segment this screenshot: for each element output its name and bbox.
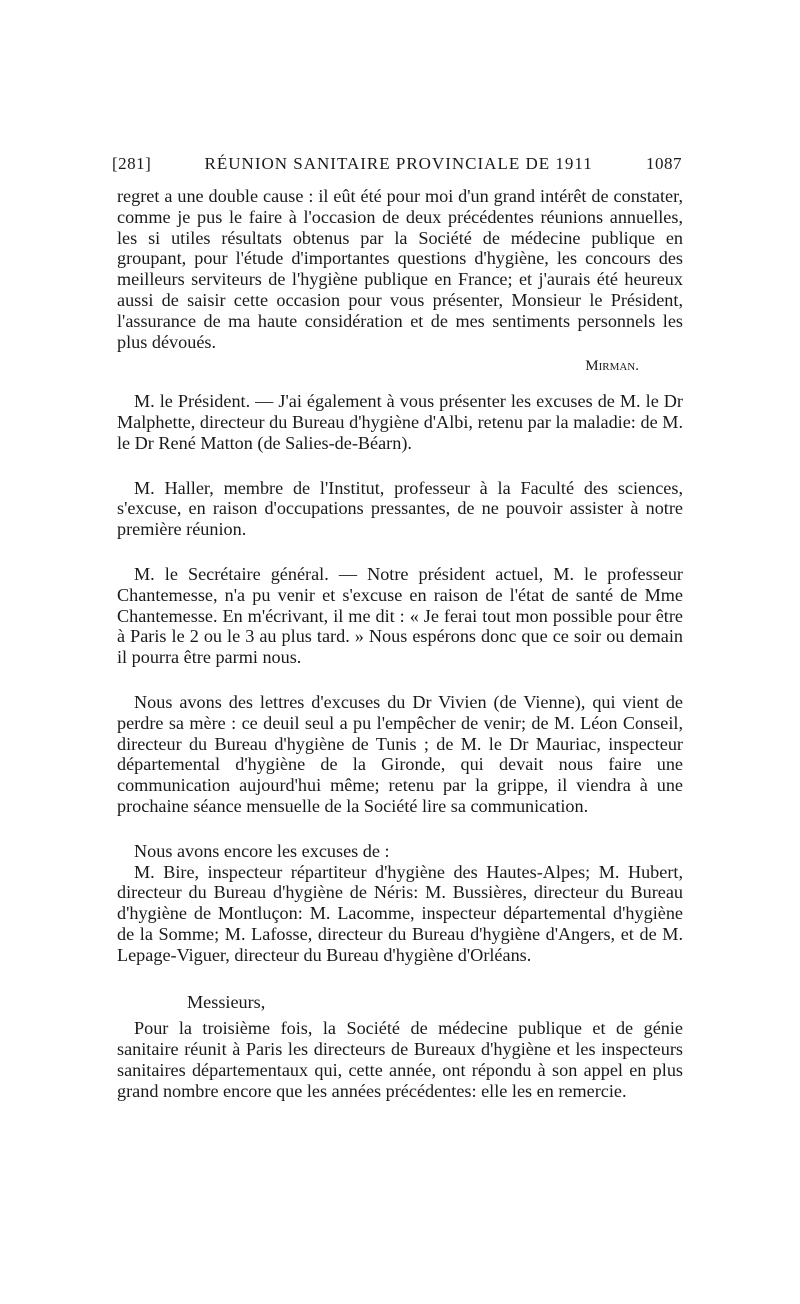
page-number: 1087 bbox=[645, 154, 682, 173]
running-title: RÉUNION SANITAIRE PROVINCIALE DE 1911 bbox=[204, 154, 593, 173]
paragraph-letters: Nous avons des lettres d'excuses du Dr Vivien (de Vienne), qui vient de perdre sa mère : ce deuil seul a pu l'empêcher de venir; de M. Léon Conseil, directeur du Bureau d'hygiène de Tunis ; de M. le Dr Mauriac, inspecteur départemental d'hygiène de la Gironde, qui devait nous faire une communication aujourd'hui même; retenu par la grippe, il viendra à une prochaine séance mensuelle de la Société lire sa communication. bbox=[117, 691, 683, 816]
page-reference: [281] bbox=[112, 154, 152, 173]
paragraph-excuses-list: M. Bire, inspecteur répartiteur d'hygiène des Hautes-Alpes; M. Hubert, directeur du Bureau d'hygiène de Néris: M. Bussières, directeur du Bureau d'hygiène de Montluçon: M. Lacomme, inspecteur départemental d'hygiène de la Somme; M. Lafosse, directeur du Bureau d'hygiène d'Angers, et de M. Lepage-Viguer, directeur du Bureau d'hygiène d'Orléans. bbox=[117, 861, 683, 965]
paragraph-excuses-intro: Nous avons encore les excuses de : bbox=[134, 840, 390, 861]
paragraph-secretary: M. le Secrétaire général. — Notre président actuel, M. le professeur Chantemesse, n'a pu venir et s'excuse en raison de l'état de santé de Mme Chantemesse. En m'écrivant, il me dit : « Je ferai tout mon possible pour être à Paris le 2 ou le 3 au plus tard. » Nous espérons donc que ce soir ou demain il pourra être parmi nous. bbox=[117, 563, 683, 668]
salutation: Messieurs, bbox=[187, 991, 266, 1012]
paragraph-letter-end: regret a une double cause : il eût été pour moi d'un grand intérêt de constater, comme je pus le faire à l'occasion de deux précédentes réunions annuelles, les si utiles résultats obtenus par la Société de médecine publique en groupant, pour l'étude d'importantes questions d'hygiène, les concours des meilleurs serviteurs de l'hygiène publique en France; et j'aurais été heureux aussi de saisir cette occasion pour vous présenter, Monsieur le Président, l'assurance de ma haute considération et de mes sentiments personnels les plus dévoués. bbox=[117, 186, 683, 352]
paragraph-closing: Pour la troisième fois, la Société de médecine publique et de génie sanitaire réunit à Paris les directeurs de Bureaux d'hygiène et les inspecteurs sanitaires départementaux qui, cette année, ont répondu à son appel en plus grand nombre encore que les années précédentes: elle les en remercie. bbox=[117, 1018, 683, 1101]
signature: Mirman. bbox=[585, 358, 639, 375]
paragraph-haller: M. Haller, membre de l'Institut, professeur à la Faculté des sciences, s'excuse, en raison d'occupations pressantes, de ne pouvoir assister à notre première réunion. bbox=[117, 477, 683, 540]
document-body bbox=[117, 186, 683, 1101]
paragraph-president: M. le Président. — J'ai également à vous présenter les excuses de M. le Dr Malphette, directeur du Bureau d'hygiène d'Albi, retenu par la maladie: de M. le Dr René Matton (de Salies-de-Béarn). bbox=[117, 391, 683, 453]
running-header bbox=[112, 154, 682, 174]
